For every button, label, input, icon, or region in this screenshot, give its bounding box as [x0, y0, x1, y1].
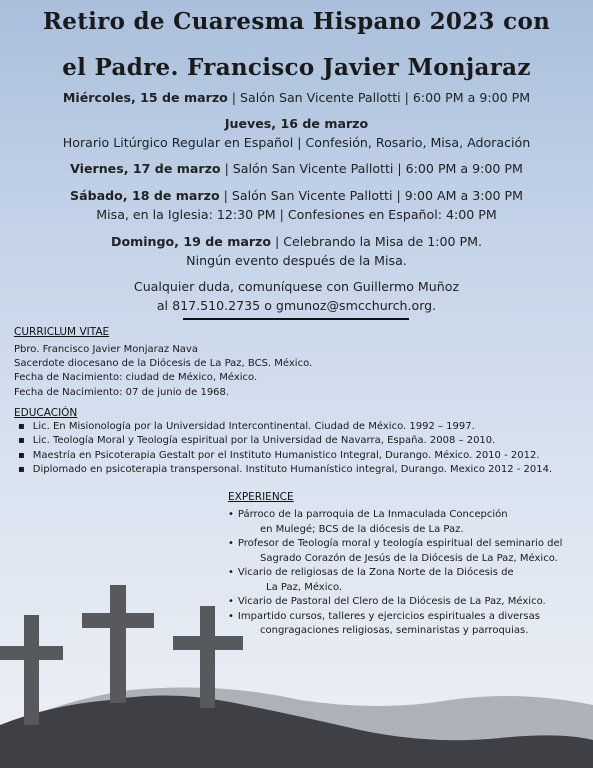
- cross-center: [82, 585, 154, 703]
- list-item: • Profesor de Teología moral y teología espiritual del seminario del: [228, 537, 590, 552]
- list-item: ▪ Lic. En Misionología por la Universidad Intercontinental. Ciudad de México. 1992 – 1997.: [18, 420, 552, 434]
- schedule-detail-2: Ningún evento después de la Misa.: [186, 253, 407, 268]
- schedule-friday: [0, 159, 593, 178]
- contact-line-1: Cualquier duda, comuníquese con Guillermo Muñoz: [133, 279, 460, 294]
- schedule-day: Sábado, 18 de marzo: [70, 188, 220, 203]
- schedule-detail: Horario Litúrgico Regular en Español | Confesión, Rosario, Misa, Adoración: [62, 135, 531, 150]
- cv-line: Sacerdote diocesano de la Diócesis de La Paz, BCS. México.: [14, 358, 313, 370]
- experience-list: [228, 508, 590, 639]
- list-item-continuation: La Paz, México.: [266, 581, 343, 593]
- title-line-2: el Padre. Francisco Javier Monjaraz: [62, 54, 531, 81]
- contact-info: [0, 277, 593, 315]
- list-item: ▪ Diplomado en psicoterapia transpersonal. Instituto Humanístico integral, Durango. Mexico 2012 - 2014.: [18, 463, 552, 477]
- cv-body: [14, 343, 312, 400]
- schedule-day: Viernes, 17 de marzo: [70, 161, 221, 176]
- divider: [183, 318, 409, 320]
- schedule-sunday: [0, 232, 593, 270]
- schedule-day: Domingo, 19 de marzo: [111, 234, 272, 249]
- education-list: [18, 420, 552, 478]
- schedule-wednesday: [0, 88, 593, 107]
- experience-heading: EXPERIENCE: [228, 491, 294, 503]
- schedule-detail-2: Misa, en la Iglesia: 12:30 PM | Confesiones en Español: 4:00 PM: [96, 207, 497, 222]
- title-line-1: Retiro de Cuaresma Hispano 2023 con: [42, 8, 551, 35]
- list-item: • Párroco de la parroquia de La Inmaculada Concepción: [228, 508, 590, 523]
- list-item: • Vicario de religiosas de la Zona Norte de la Diócesis de: [228, 566, 590, 581]
- schedule-detail: | Salón San Vicente Pallotti | 9:00 AM a 3:00 PM: [219, 188, 523, 203]
- schedule-detail: | Salón San Vicente Pallotti | 6:00 PM a 9:00 PM: [220, 161, 523, 176]
- list-item-continuation: Sagrado Corazón de Jesús de la Diócesis de La Paz, México.: [260, 552, 558, 564]
- list-item-continuation: congragaciones religiosas, seminaristas y parroquias.: [260, 625, 529, 636]
- list-item: • Impartido cursos, talleres y ejercicios espirituales a diversas: [228, 610, 590, 625]
- list-item-continuation: en Mulegé; BCS de la diócesis de La Paz.: [260, 523, 464, 535]
- list-item: • Vicario de Pastoral del Clero de la Diócesis de La Paz, México.: [228, 595, 590, 610]
- schedule-detail: | Celebrando la Misa de 1:00 PM.: [271, 234, 482, 249]
- cv-heading: CURRICLUM VITAE: [14, 326, 110, 338]
- list-item: ▪ Maestría en Psicoterapia Gestalt por el Instituto Humanistico Integral, Durango. México. 2010 - 2012.: [18, 449, 552, 463]
- education-heading: EDUCACIÓN: [14, 407, 78, 419]
- schedule-day: Miércoles, 15 de marzo: [62, 90, 228, 105]
- cv-line: Pbro. Francisco Javier Monjaraz Nava: [14, 344, 198, 355]
- cv-line: Fecha de Nacimiento: ciudad de México, México.: [14, 372, 258, 384]
- schedule-saturday: [0, 186, 593, 224]
- contact-line-2: al 817.510.2735 o gmunoz@smcchurch.org.: [156, 298, 437, 313]
- cv-line: Fecha de Nacimiento: 07 de junio de 1968.: [14, 386, 230, 398]
- schedule-day: Jueves, 16 de marzo: [224, 116, 369, 131]
- schedule-detail: | Salón San Vicente Pallotti | 6:00 PM a 9:00 PM: [227, 90, 531, 105]
- schedule-thursday: [0, 114, 593, 152]
- list-item: ▪ Lic. Teología Moral y Teología espiritual por la Universidad de Navarra, España. 2008 – 2010.: [18, 434, 552, 448]
